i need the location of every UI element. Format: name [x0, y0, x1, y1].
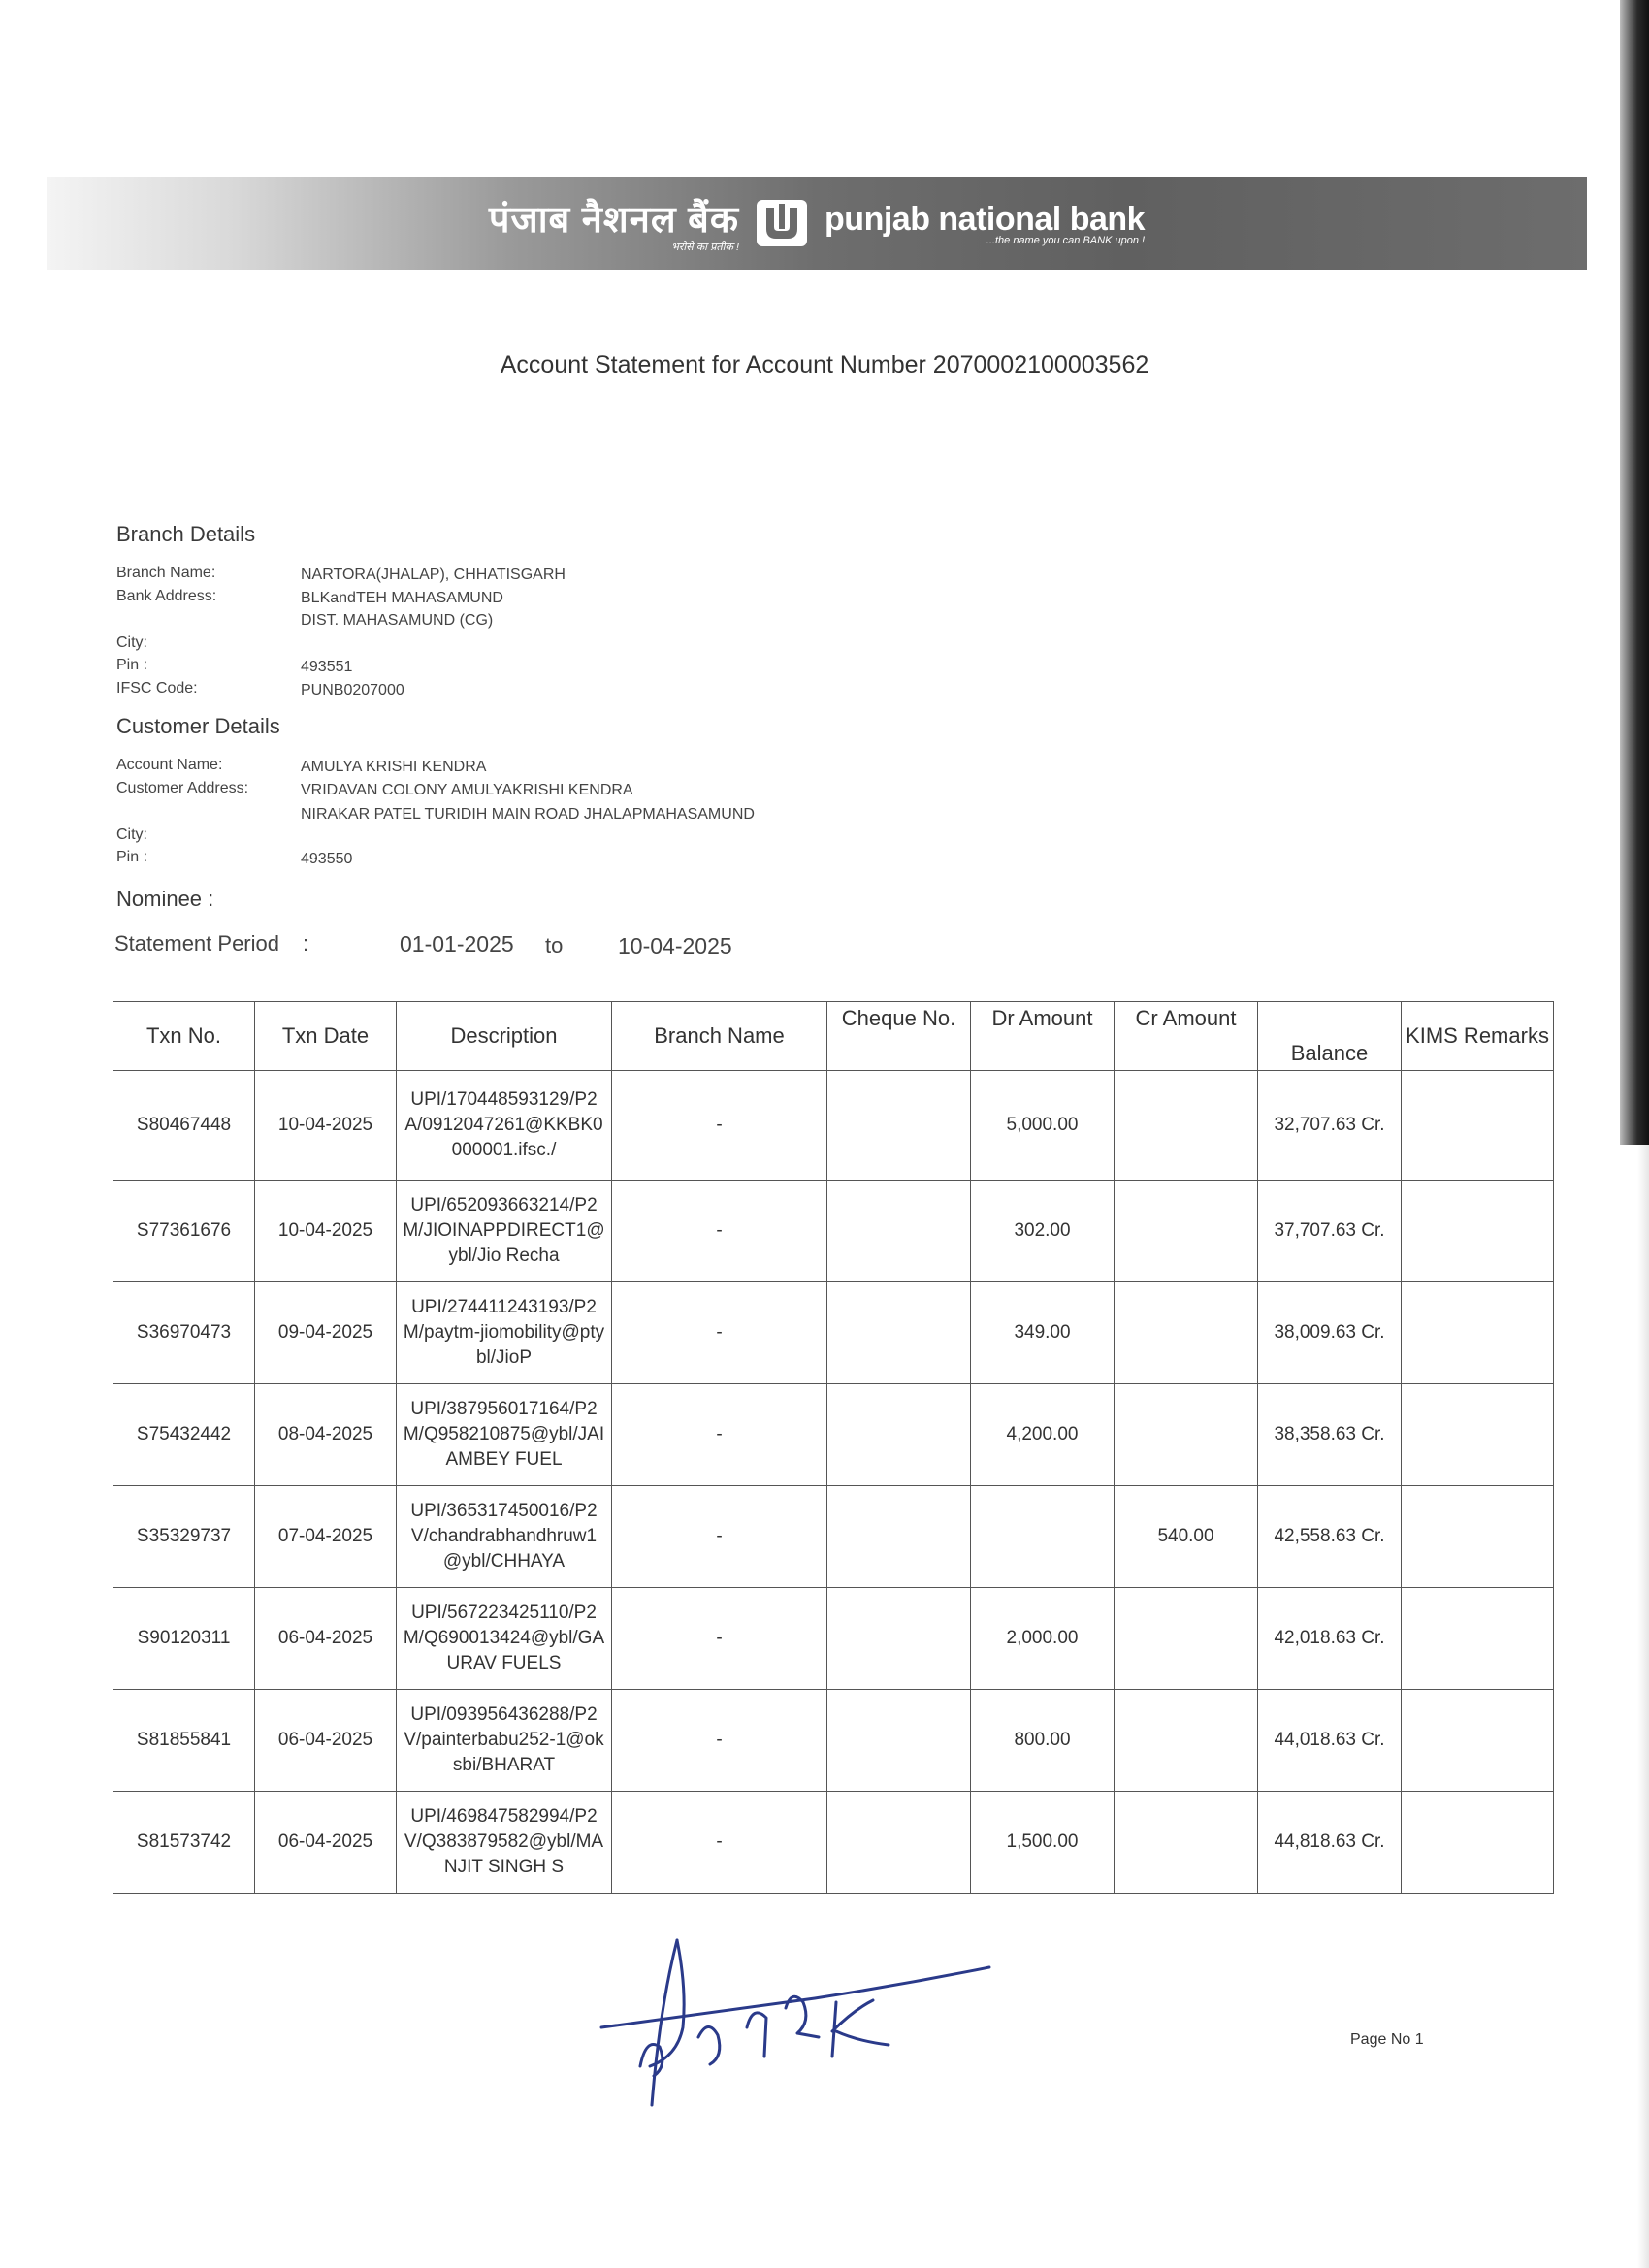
cheque-no-cell — [827, 1588, 971, 1690]
col-header-txn-date: Txn Date — [255, 1002, 397, 1071]
dr-amount-cell: 349.00 — [971, 1282, 1115, 1384]
cr-amount-cell: 540.00 — [1115, 1486, 1258, 1588]
statement-period-to-word: to — [545, 933, 564, 957]
txn-date-cell: 06-04-2025 — [255, 1792, 397, 1894]
customer-address-line2: NIRAKAR PATEL TURIDIH MAIN ROAD JHALAPMAHASAMUND — [301, 806, 755, 823]
balance-cell: 42,558.63 Cr. — [1258, 1486, 1402, 1588]
txn-date-cell: 07-04-2025 — [255, 1486, 397, 1588]
pnb-logo-icon — [755, 196, 809, 250]
description-cell: UPI/093956436288/P2V/painterbabu252-1@oksbi/BHARAT — [397, 1690, 612, 1792]
txn-no-cell: S81573742 — [113, 1792, 255, 1894]
branch-name-value: NARTORA(JHALAP), CHHATISGARH — [301, 567, 566, 583]
txn-no-cell: S35329737 — [113, 1486, 255, 1588]
scan-light-edge — [1637, 1145, 1649, 2268]
branch-city-label: City: — [116, 634, 147, 651]
txn-date-cell: 10-04-2025 — [255, 1181, 397, 1282]
customer-details-heading: Customer Details — [116, 714, 280, 738]
kims-remarks-cell — [1402, 1792, 1554, 1894]
txn-date-cell: 06-04-2025 — [255, 1690, 397, 1792]
description-cell: UPI/365317450016/P2V/chandrabhandhruw1@ybl/CHHAYA — [397, 1486, 612, 1588]
dr-amount-cell: 5,000.00 — [971, 1071, 1115, 1181]
description-cell: UPI/469847582994/P2V/Q383879582@ybl/MANJIT SINGH S — [397, 1792, 612, 1894]
table-row — [113, 1071, 1554, 1181]
scan-dark-edge — [1620, 0, 1649, 1145]
cheque-no-cell — [827, 1282, 971, 1384]
col-header-cr-amount: Cr Amount — [1115, 1002, 1258, 1071]
branch-name-cell: - — [612, 1486, 827, 1588]
balance-cell: 44,818.63 Cr. — [1258, 1792, 1402, 1894]
bank-address-line1: BLKandTEH MAHASAMUND — [301, 590, 503, 606]
kims-remarks-cell — [1402, 1588, 1554, 1690]
table-row — [113, 1282, 1554, 1384]
dr-amount-cell: 1,500.00 — [971, 1792, 1115, 1894]
cheque-no-cell — [827, 1071, 971, 1181]
statement-period-colon: : — [303, 931, 309, 956]
cheque-no-cell — [827, 1690, 971, 1792]
txn-no-cell: S75432442 — [113, 1384, 255, 1486]
table-row — [113, 1384, 1554, 1486]
customer-pin-label: Pin : — [116, 849, 148, 865]
balance-cell: 38,009.63 Cr. — [1258, 1282, 1402, 1384]
branch-pin-value: 493551 — [301, 659, 353, 675]
kims-remarks-cell — [1402, 1071, 1554, 1181]
col-header-txn-no: Txn No. — [113, 1002, 255, 1071]
statement-period-from: 01-01-2025 — [400, 931, 514, 956]
branch-details-heading: Branch Details — [116, 522, 256, 546]
col-header-balance: Balance — [1258, 1002, 1402, 1071]
kims-remarks-cell — [1402, 1690, 1554, 1792]
col-header-branch-name: Branch Name — [612, 1002, 827, 1071]
balance-cell: 32,707.63 Cr. — [1258, 1071, 1402, 1181]
cr-amount-cell — [1115, 1384, 1258, 1486]
customer-address-line1: VRIDAVAN COLONY AMULYAKRISHI KENDRA — [301, 782, 633, 798]
tagline-english: ...the name you can BANK upon ! — [986, 234, 1146, 246]
customer-pin-value: 493550 — [301, 851, 353, 867]
cr-amount-cell — [1115, 1792, 1258, 1894]
kims-remarks-cell — [1402, 1282, 1554, 1384]
table-row — [113, 1588, 1554, 1690]
branch-name-label: Branch Name: — [116, 565, 216, 581]
kims-remarks-cell — [1402, 1486, 1554, 1588]
ifsc-label: IFSC Code: — [116, 680, 198, 697]
txn-no-cell: S90120311 — [113, 1588, 255, 1690]
customer-address-label: Customer Address: — [116, 780, 249, 796]
dr-amount-cell: 4,200.00 — [971, 1384, 1115, 1486]
txn-no-cell: S77361676 — [113, 1181, 255, 1282]
description-cell: UPI/170448593129/P2A/0912047261@KKBK0000001.ifsc./ — [397, 1071, 612, 1181]
balance-cell: 44,018.63 Cr. — [1258, 1690, 1402, 1792]
txn-no-cell: S36970473 — [113, 1282, 255, 1384]
table-row — [113, 1181, 1554, 1282]
bank-name-hindi-block — [489, 193, 739, 254]
statement-title: Account Statement for Account Number 2070002100003562 — [500, 351, 1149, 378]
cr-amount-cell — [1115, 1588, 1258, 1690]
dr-amount-cell: 302.00 — [971, 1181, 1115, 1282]
branch-name-cell: - — [612, 1792, 827, 1894]
bank-name-english: punjab national bank — [824, 200, 1146, 238]
table-row — [113, 1690, 1554, 1792]
col-header-dr-amount: Dr Amount — [971, 1002, 1115, 1071]
branch-name-cell: - — [612, 1282, 827, 1384]
page-number: Page No 1 — [1350, 2031, 1424, 2048]
table-header-row — [113, 1002, 1554, 1071]
txn-no-cell: S80467448 — [113, 1071, 255, 1181]
txn-date-cell: 06-04-2025 — [255, 1588, 397, 1690]
txn-date-cell: 10-04-2025 — [255, 1071, 397, 1181]
signature-icon — [582, 1921, 1009, 2149]
branch-name-cell: - — [612, 1181, 827, 1282]
bank-address-line2: DIST. MAHASAMUND (CG) — [301, 612, 494, 629]
cheque-no-cell — [827, 1181, 971, 1282]
branch-pin-label: Pin : — [116, 657, 148, 673]
description-cell: UPI/387956017164/P2M/Q958210875@ybl/JAI AMBEY FUEL — [397, 1384, 612, 1486]
customer-city-label: City: — [116, 826, 147, 843]
statement-period-label: Statement Period — [114, 931, 279, 956]
balance-cell: 42,018.63 Cr. — [1258, 1588, 1402, 1690]
branch-name-cell: - — [612, 1588, 827, 1690]
dr-amount-cell: 800.00 — [971, 1690, 1115, 1792]
description-cell: UPI/567223425110/P2M/Q690013424@ybl/GAURAV FUELS — [397, 1588, 612, 1690]
balance-cell: 37,707.63 Cr. — [1258, 1181, 1402, 1282]
account-name-label: Account Name: — [116, 757, 223, 773]
branch-name-cell: - — [612, 1384, 827, 1486]
description-cell: UPI/274411243193/P2M/paytm-jiomobility@ptybl/JioP — [397, 1282, 612, 1384]
txn-no-cell: S81855841 — [113, 1690, 255, 1792]
dr-amount-cell — [971, 1486, 1115, 1588]
cheque-no-cell — [827, 1384, 971, 1486]
cr-amount-cell — [1115, 1071, 1258, 1181]
branch-name-cell: - — [612, 1690, 827, 1792]
branch-name-cell: - — [612, 1071, 827, 1181]
balance-cell: 38,358.63 Cr. — [1258, 1384, 1402, 1486]
bank-name-hindi: पंजाब नैशनल बैंक — [488, 199, 740, 241]
kims-remarks-cell — [1402, 1181, 1554, 1282]
col-header-cheque-no: Cheque No. — [827, 1002, 971, 1071]
cr-amount-cell — [1115, 1181, 1258, 1282]
cr-amount-cell — [1115, 1690, 1258, 1792]
bank-address-label: Bank Address: — [116, 588, 217, 604]
col-header-kims-remarks: KIMS Remarks — [1402, 1002, 1554, 1071]
nominee-label: Nominee : — [116, 887, 214, 911]
table-row — [113, 1486, 1554, 1588]
txn-date-cell: 09-04-2025 — [255, 1282, 397, 1384]
dr-amount-cell: 2,000.00 — [971, 1588, 1115, 1690]
transactions-table — [113, 1001, 1554, 1894]
statement-period-to: 10-04-2025 — [618, 933, 732, 958]
txn-date-cell: 08-04-2025 — [255, 1384, 397, 1486]
cheque-no-cell — [827, 1792, 971, 1894]
table-row — [113, 1792, 1554, 1894]
bank-name-english-block — [824, 201, 1145, 246]
ifsc-value: PUNB0207000 — [301, 682, 404, 698]
kims-remarks-cell — [1402, 1384, 1554, 1486]
col-header-description: Description — [397, 1002, 612, 1071]
account-name-value: AMULYA KRISHI KENDRA — [301, 759, 487, 775]
description-cell: UPI/652093663214/P2M/JIOINAPPDIRECT1@ybl/Jio Recha — [397, 1181, 612, 1282]
cheque-no-cell — [827, 1486, 971, 1588]
bank-banner — [47, 177, 1587, 270]
cr-amount-cell — [1115, 1282, 1258, 1384]
tagline-hindi: भरोसे का प्रतीक ! — [671, 241, 740, 253]
